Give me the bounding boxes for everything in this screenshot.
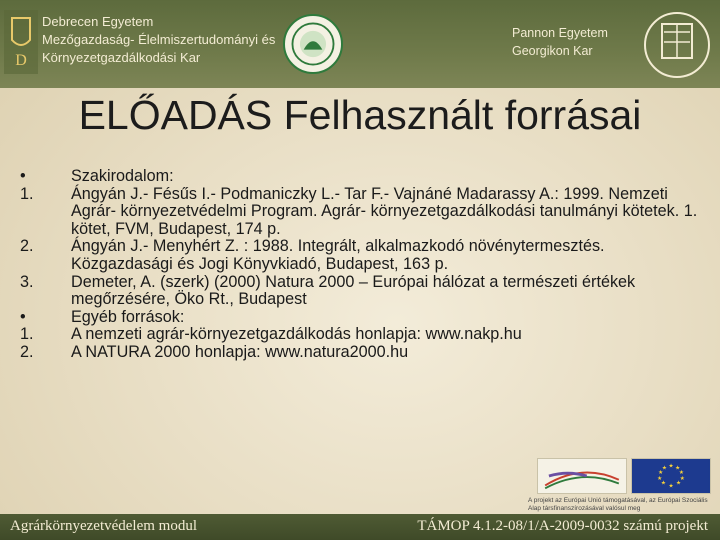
list-item: [18, 274, 698, 309]
list-text: Ángyán J.- Menyhért Z. : 1988. Integrált, alkalmazkodó növénytermesztés. Közgazdasági és Jogi Könyvkiadó, Budapest, 163 p.: [71, 237, 605, 273]
list-item: [18, 344, 698, 362]
svg-text:★: ★: [678, 470, 684, 477]
list-text: Ángyán J.- Fésűs I.- Podmaniczky L.- Tar F.- Vajnáné Madarassy A.: 1999. Nemzeti Agrár- környezetvédelmi Program. Agrár- környezetgazdálkodási tanulmányi kötetek. 1. kötet, FVM, Budapest, 174 p.: [71, 184, 698, 238]
footer-project-label: TÁMOP 4.1.2-08/1/A-2009-0032 számú projekt: [417, 518, 708, 534]
footer-bar: [0, 514, 720, 540]
list-item: [18, 309, 698, 327]
header-left-text: [42, 13, 275, 67]
svg-text:★: ★: [660, 480, 666, 487]
header-left-line: Környezetgazdálkodási Kar: [42, 50, 201, 65]
svg-text:D: D: [15, 52, 27, 69]
header-right-text: [512, 24, 608, 60]
list-marker: •: [20, 167, 26, 185]
list-item: [18, 326, 698, 344]
svg-text:★: ★: [668, 483, 674, 490]
list-marker: 3.: [20, 272, 34, 291]
svg-text:★: ★: [676, 480, 682, 487]
slide-title: ELŐADÁS Felhasznált forrásai: [78, 92, 642, 138]
header-right-line: Pannon Egyetem: [512, 26, 608, 40]
footer-module-label: Agrárkörnyezetvédelem modul: [10, 518, 198, 534]
svg-text:★: ★: [679, 475, 685, 482]
header-left-line: Mezőgazdaság- Élelmiszertudományi és: [42, 32, 276, 47]
list-text: Demeter, A. (szerk) (2000) Natura 2000 – Európai hálózat a természeti értékek megőrzésére, Öko Rt., Budapest: [71, 272, 636, 309]
header-bar: [0, 0, 720, 88]
svg-text:★: ★: [675, 465, 681, 472]
list-marker: 1.: [20, 184, 34, 203]
list-marker: 2.: [20, 342, 34, 361]
new-hungary-logo-icon: [537, 458, 627, 494]
seal-logo-icon: [283, 14, 343, 74]
list-item: [18, 186, 698, 239]
university-crest-icon: [642, 10, 712, 80]
svg-text:★: ★: [661, 465, 667, 472]
svg-text:★: ★: [668, 463, 674, 470]
list-marker: 2.: [20, 237, 34, 256]
header-right-line: Georgikon Kar: [512, 44, 593, 58]
list-text: Egyéb források:: [71, 307, 185, 326]
eu-funding-note: A projekt az Európai Unió támogatásával, az Európai Szociális Alap társfinanszírozásával valósul meg: [528, 497, 708, 512]
svg-text:★: ★: [658, 470, 664, 477]
list-marker: •: [20, 307, 26, 326]
list-item: [18, 238, 698, 273]
list-item: [18, 168, 698, 186]
list-marker: 1.: [20, 325, 34, 344]
reference-list: [18, 168, 698, 362]
list-text: A nemzeti agrár-környezetgazdálkodás honlapja: www.nakp.hu: [71, 325, 522, 344]
funding-logos: [535, 458, 715, 496]
eu-flag-icon: [631, 458, 711, 494]
list-text: A NATURA 2000 honlapja: www.natura2000.hu: [71, 342, 409, 361]
svg-text:★: ★: [657, 475, 663, 482]
list-text: Szakirodalom:: [71, 167, 174, 185]
university-logo-icon: [4, 10, 38, 74]
header-left-line: Debrecen Egyetem: [42, 14, 154, 29]
